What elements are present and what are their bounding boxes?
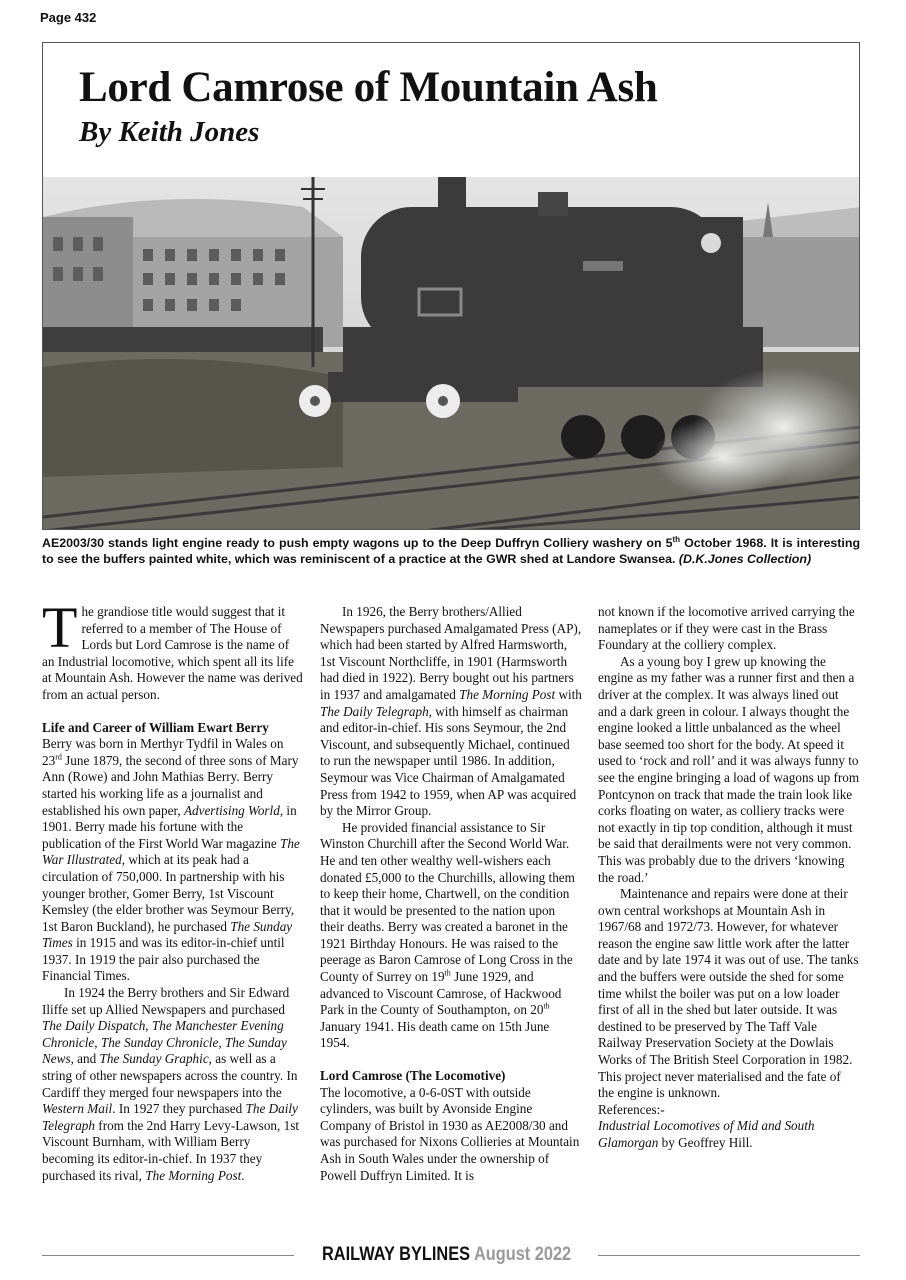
article-title: Lord Camrose of Mountain Ash [79, 64, 658, 111]
body-paragraph: As a young boy I grew up knowing the engine as my father was a runner first and then a driver at the complex. It was always lined out and a dark green in colour. I always thought the engine looked a little unbalanced as the wheel base seemed too short for the body. At speed it used to ‘rock and roll’ and it was always funny to see the engine bringing a load of wagons up from Pontcynon on track that made the train look like corks floating on water, as colliery tracks were not exactly in tip top condition, although it must be said that derailments were not very common. This was probably due to the drivers ‘knowing the road.’ [598, 653, 860, 885]
footer-rule-left [42, 1255, 294, 1256]
article-column-1 [42, 595, 304, 1184]
caption-text: AE2003/30 stands light engine ready to push empty wagons up to the Deep Duffryn Colliery washery on 5 [42, 536, 673, 550]
drop-cap: T [42, 595, 78, 660]
intro-paragraph [42, 595, 304, 704]
body-paragraph: Maintenance and repairs were done at their own central workshops at Mountain Ash in 1967/68 and 1972/73. However, for whatever reason the engine saw little work after the latter date and by late 1974 it was out of use. The tanks and the buffers were outside the shed for some time whilst the boiler was put on a low loader first of all in the shed but later outside. It was destined to be preserved by The Taff Vale Railway Preservation Society at the Dowlais Works of The British Steel Corporation in 1982. This project never materialised and the fate of the engine is unknown. [598, 886, 859, 1101]
caption-sup: th [672, 534, 681, 544]
page-number: Page 432 [40, 10, 97, 25]
references-label: References:- [598, 1101, 665, 1117]
article-column-2 [320, 604, 582, 1184]
body-paragraph: In 1924 the Berry brothers and Sir Edward Iliffe set up Allied Newspapers and purchased The Daily Dispatch, The Manchester Evening Chronicle, The Sunday Chronicle, The Sunday News, and The Sunday Graphic, as well as a string of other newspapers across the country. In Cardiff they merged four newspapers into the Western Mail. In 1927 they purchased The Daily Telegraph from the 2nd Harry Levy-Lawson, 1st Viscount Burnham, with William Berry becoming its editor-in-chief. In 1937 they purchased its rival, The Morning Post. [42, 985, 299, 1183]
locomotive-photo-icon [43, 177, 860, 530]
body-paragraph: not known if the locomotive arrived carrying the nameplates or if they were cast in the Brass Foundary at the colliery complex. [598, 604, 855, 653]
article-byline: By Keith Jones [79, 116, 260, 148]
issue-date: August 2022 [473, 1244, 572, 1265]
intro-text: he grandiose title would suggest that it referred to a member of The House of Lords but Lord Camrose is the name of an Industrial locomotive, which spent all its life at Mountain Ash. However the name was derived from an actual person. [42, 604, 303, 702]
body-paragraph: Berry was born in Merthyr Tydfil in Wales on 23rd June 1879, the second of three sons of Mary Ann (Rowe) and John Mathias Berry. Berry started his working life as a journalist and established his own paper, Advertising World, in 1901. Berry made his fortune with the publication of the First World War magazine The War Illustrated, which at its peak had a circulation of 750,000. In partnership with his younger brother, Gomer Berry, 1st Viscount Kemsley (the elder brother was Seymour Berry, 1st Baron Buckland), he purchased The Sunday Times in 1915 and was its editor-in-chief until 1937. In 1919 the pair also purchased the Financial Times. [42, 736, 300, 984]
section-heading-locomotive: Lord Camrose (The Locomotive) [320, 1068, 506, 1084]
article-header-frame [42, 42, 860, 530]
body-paragraph: The locomotive, a 0-6-0ST with outside cylinders, was built by Avonside Engine Company of Bristol in 1930 as AE2008/30 and was purchased for Nixons Collieries at Mountain Ash in South Wales under the ownership of Powell Duffryn Limited. It is [320, 1084, 580, 1183]
body-paragraph: In 1926, the Berry brothers/Allied Newspapers purchased Amalgamated Press (AP), which had been started by Alfred Harmsworth, 1st Viscount Northcliffe, in 1901 (Harmsworth had died in 1922). Berry bought out his partners in 1937 and amalgamated The Morning Post with The Daily Telegraph, with himself as chairman and editor-in-chief. His sons Seymour, the 2nd Viscount, and subsequently Michael, continued to run the newspaper until 1986. In addition, Seymour was Vice Chairman of Amalgamated Press from 1942 to 1959, when AP was acquired by the Mirror Group. [320, 604, 582, 819]
footer-rule-right [598, 1255, 860, 1256]
section-heading-life: Life and Career of William Ewart Berry [42, 719, 269, 735]
caption-text-2: October 1968. It is interesting to see the buffers painted white, which was reminiscent of a practice at the GWR shed at Landore Swansea. [42, 536, 861, 566]
reference-entry: Industrial Locomotives of Mid and South Glamorgan by Geoffrey Hill. [598, 1118, 815, 1150]
caption-credit: (D.K.Jones Collection) [678, 552, 812, 566]
body-paragraph: He provided financial assistance to Sir Winston Churchill after the Second World War. He and ten other wealthy well-wishers each donated £5,000 to the Churchills, allowing them to keep their home, Chartwell, on the condition that it would be presented to the nation upon their deaths. Berry was created a baronet in the 1921 Birthday Honours. He was raised to the peerage as Baron Camrose of Long Cross in the County of Surrey on 19th June 1929, and advanced to Viscount Camrose, of Hackwood Park in the County of Southampton, on 20th January 1941. His death came on 15th June 1954. [320, 819, 575, 1051]
article-column-3 [598, 604, 860, 1152]
page-footer [0, 1243, 906, 1269]
photo-caption [42, 535, 860, 567]
magazine-title [322, 1243, 571, 1267]
magazine-name: RAILWAY BYLINES [322, 1244, 471, 1265]
